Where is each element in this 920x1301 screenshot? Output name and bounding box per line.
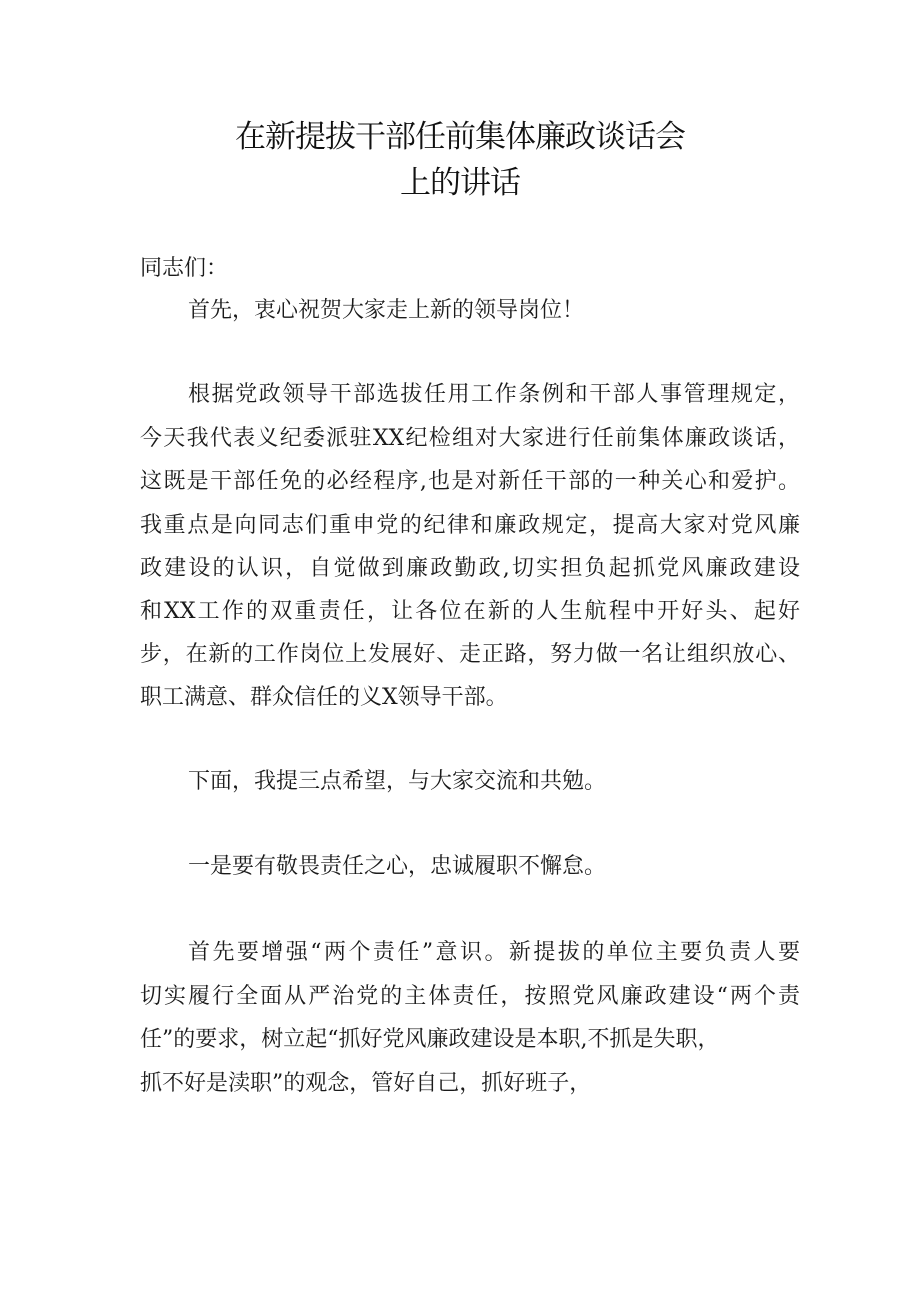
paragraph-line: 根据党政领导干部选拔任用工作条例和干部人事管理规定，	[188, 382, 800, 407]
paragraph-line: 政建设的认识，自觉做到廉政勤政,切实担负起抓党风廉政建设	[140, 556, 800, 581]
paragraph-three-hopes: 下面，我提三点希望，与大家交流和共勉。	[188, 769, 607, 794]
document-title-line-2: 上的讲话	[400, 165, 520, 201]
paragraph-line: 我重点是向同志们重申党的纪律和廉政规定，提高大家对党风廉	[140, 513, 800, 538]
paragraph-line: 职工满意、群众信任的义X领导干部。	[140, 685, 508, 710]
paragraph-line: 任”的要求，树立起“抓好党风廉政建设是本职,不抓是失职，	[140, 1027, 720, 1052]
paragraph-point-one: 一是要有敬畏责任之心，忠诚履职不懈怠。	[188, 854, 607, 879]
salutation: 同志们：	[140, 256, 229, 281]
paragraph-line: 步，在新的工作岗位上发展好、走正路，努力做一名让组织放心、	[140, 642, 800, 667]
paragraph-line: 首先要增强“两个责任”意识。新提拔的单位主要负责人要	[188, 940, 800, 965]
document-title-line-1: 在新提拔干部任前集体廉政谈话会	[235, 119, 685, 155]
paragraph-line: 和XX工作的双重责任，让各位在新的人生航程中开好头、起好	[140, 599, 800, 624]
paragraph-line: 抓不好是渎职”的观念，管好自己，抓好班子，	[140, 1071, 592, 1096]
paragraph-line: 切实履行全面从严治党的主体责任，按照党风廉政建设“两个责	[140, 984, 800, 1009]
paragraph-line: 今天我代表义纪委派驻XX纪检组对大家进行任前集体廉政谈话，	[140, 426, 800, 451]
paragraph-line: 这既是干部任免的必经程序,也是对新任干部的一种关心和爱护。	[140, 469, 800, 494]
paragraph-congratulation: 首先，衷心祝贺大家走上新的领导岗位！	[188, 298, 585, 323]
